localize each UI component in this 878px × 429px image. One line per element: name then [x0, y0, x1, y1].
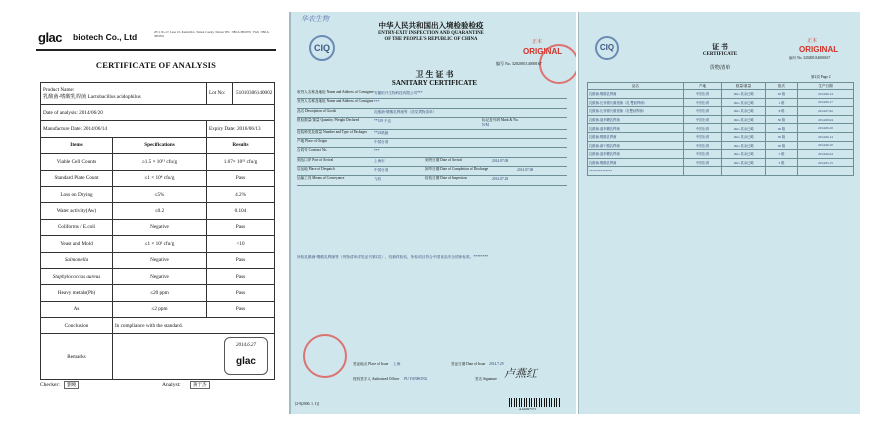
spec-cell: ≤5%: [113, 186, 207, 202]
goods-cell: 中国台湾: [684, 141, 722, 150]
official-seal-stamp-icon: [303, 334, 347, 378]
field-label: 到达口岸 Port of Arrival: [297, 157, 334, 162]
goods-cell: 1KG 其余已略: [722, 107, 766, 116]
date-issue-value: 2014.7.29: [489, 362, 504, 366]
stamp-logo: glac: [235, 356, 256, 368]
goods-cell: 乳酸菌-嗜酸乳桿菌: [588, 132, 684, 141]
field-label: 运输工具 Means of Conveyance: [297, 176, 345, 181]
goods-cell: 30 箱: [766, 132, 798, 141]
field-label-2: 到货日期 Date of Arrival: [425, 157, 463, 162]
company-logo: glac: [38, 30, 63, 45]
field-value: **23纸箱: [374, 130, 389, 135]
goods-cell: 1KG 其余已略: [722, 124, 766, 133]
field-label: 合同号 Contract No.: [297, 148, 328, 153]
authority-title-en: [341, 31, 521, 42]
cert-no-label: 编号 No.: [496, 61, 511, 66]
table-row: [41, 154, 275, 170]
item-cell: Water activity(Aw): [41, 203, 113, 219]
item-cell: Staphylococcus aureus: [41, 268, 113, 284]
field-row: [297, 90, 567, 99]
goods-cell: [722, 167, 766, 176]
date-value: 2014/06/20: [79, 109, 103, 116]
table-row: [588, 107, 854, 116]
goods-certificate: [578, 12, 860, 414]
date-issue-label: 签证日期 Date of Issue: [451, 362, 486, 366]
goods-col-quantity: 数量/重量: [722, 83, 766, 90]
item-cell: Salmonella: [41, 252, 113, 268]
goods-cell: 5 箱: [766, 158, 798, 167]
goods-cell: 乳酸菌-副干酪乳桿菌: [588, 141, 684, 150]
original-mark-cn: 正本: [532, 40, 543, 45]
analyst-label: Analyst:: [162, 382, 181, 388]
result-cell: 4.2%: [207, 186, 275, 202]
sanitary-certificate: [289, 12, 576, 414]
goods-cell: 中国台湾: [684, 90, 722, 99]
field-label: 包装种类及数量 Number and Type of Packages: [297, 129, 368, 134]
table-header: [41, 137, 275, 153]
certificate-fields: [297, 90, 567, 186]
field-value-2: 2014.07.08: [492, 158, 509, 163]
field-label-2: 卸毕日期 Date of Completion of Discharge: [425, 167, 489, 172]
field-row: [297, 139, 567, 148]
officer-signature: 卢燕红: [504, 368, 537, 380]
conclusion-row: [41, 318, 275, 334]
result-cell: Pass: [207, 170, 275, 186]
field-value: 飞机: [374, 177, 382, 182]
field-label: 启运地 Place of Despatch: [297, 167, 335, 172]
field-label: 报检数量/重量 Quantity /Weight Declared: [297, 117, 360, 122]
date-label: Date of analysis:: [43, 109, 78, 116]
ciq-emblem-icon: CIQ: [595, 36, 619, 60]
place-issue-label: 签证地点 Place of Issue: [353, 362, 389, 366]
field-label: 产地 Place of Origin: [297, 139, 328, 144]
goods-cell: 1 箱: [766, 98, 798, 107]
goods-cell: 中国台湾: [684, 98, 722, 107]
goods-cell: 2014.06.17: [798, 98, 854, 107]
form-number: [2-9(2000. 1. 1)]: [295, 402, 319, 406]
field-row: [297, 118, 567, 130]
header-rule: [36, 49, 276, 51]
table-row: [41, 170, 275, 186]
product-name: 乳酸菌-嗜酸乳桿菌 Lactobacillus acidophilus: [43, 93, 141, 100]
remarks-cell: [113, 334, 275, 380]
goods-cell: 1KG 其余已略: [722, 98, 766, 107]
goods-cell: 1KG 其余已略: [722, 141, 766, 150]
field-value: ***: [374, 100, 380, 105]
field-value: 中国台湾: [374, 168, 389, 173]
goods-cell: 1KG 其余已略: [722, 115, 766, 124]
field-label-2: 检验日期 Date of Inspection: [425, 176, 467, 181]
goods-cell: 30 箱: [766, 141, 798, 150]
certificate-title-en: SANITARY CERTIFICATE: [391, 79, 478, 87]
goods-cell: 中国台湾: [684, 150, 722, 159]
spec-cell: ≤1 × 10² cfu/g: [113, 236, 207, 252]
page-indicator: 第2页 Page 2: [811, 75, 831, 79]
goods-number: [789, 56, 830, 61]
officer-label: 授权签字人 Authorized Officer: [353, 377, 400, 381]
goods-cell: 8 箱: [766, 107, 798, 116]
goods-no-value: 320200114000167: [803, 56, 831, 60]
authorized-officer: [353, 377, 427, 382]
result-cell: 0.104: [207, 203, 275, 219]
lot-label: Lot No:: [207, 83, 233, 104]
spec-cell: Negative: [113, 252, 207, 268]
company-address: 2F-3, No.17, Lane 23, Jianshi Rd., Tainan County, Taiwan TEL : 886-6-3891876 · FAX : 886-6-3891811: [154, 30, 270, 39]
field-row: [297, 99, 567, 108]
goods-table: [587, 82, 854, 176]
date-of-issue: [451, 362, 504, 367]
date-row: [41, 105, 275, 121]
goods-col-name: 品名: [588, 83, 684, 90]
col-results: Results: [207, 137, 275, 153]
spec-cell: Negative: [113, 219, 207, 235]
goods-no-label: 编号 No.: [789, 56, 803, 60]
goods-cell: 2014.06.24: [798, 150, 854, 159]
item-cell: Loss on Drying: [41, 186, 113, 202]
table-row: [588, 98, 854, 107]
item-cell: Coliforms / E.coli: [41, 219, 113, 235]
analyst-signature: 黃于杰: [190, 381, 210, 389]
remarks-label: Remarks: [41, 334, 113, 380]
item-cell: Heavy metals(Pb): [41, 285, 113, 301]
goods-cell: 1KG 其余已略: [722, 90, 766, 99]
goods-cell: 2014.06.14: [798, 90, 854, 99]
goods-cell: 2014.07.02: [798, 107, 854, 116]
table-row: [41, 203, 275, 219]
goods-title-cn: 证 书: [712, 43, 728, 51]
coa-header: [36, 28, 276, 48]
table-row: [588, 158, 854, 167]
inspection-conclusion: 所检乳酸菌-嗜酸乳桿菌等（货物清单详见证书第2页），经抽样检验，所检项目符合中国食品安全国家标准。********: [297, 255, 489, 259]
result-cell: 1.67× 10¹¹ cfu/g: [207, 154, 275, 170]
field-value-2: 2014.07.08: [517, 168, 534, 173]
product-row: [41, 83, 275, 105]
table-row: [588, 124, 854, 133]
goods-cell: 乳酸菌-嗜酸乳桿菌: [588, 158, 684, 167]
goods-cell: 2014.06.10: [798, 124, 854, 133]
manufacture-row: [41, 121, 275, 137]
result-cell: Pass: [207, 285, 275, 301]
goods-cell: 乳酸菌-嗜酸乳桿菌: [588, 90, 684, 99]
table-row: [41, 268, 275, 284]
authority-title-en-2: OF THE PEOPLE'S REPUBLIC OF CHINA: [384, 36, 478, 42]
quality-stamp: [224, 337, 268, 375]
authority-title-cn: 中华人民共和国出入境检验检疫: [378, 21, 484, 30]
authority-title-en-1: ENTRY-EXIT INSPECTION AND QUARANTINE: [378, 31, 484, 36]
goods-cell: 1KG 其余已略: [722, 132, 766, 141]
certificate-title-cn: 卫 生 证 书: [415, 70, 454, 79]
spec-cell: ≤0.2: [113, 203, 207, 219]
place-of-issue: [353, 362, 400, 367]
field-row: [297, 158, 567, 167]
goods-cell: 乳酸菌-鼠李糖乳桿菌: [588, 150, 684, 159]
analyst: [162, 381, 210, 389]
table-row: [41, 252, 275, 268]
table-row: [588, 150, 854, 159]
spec-cell: ≥1.5 × 10¹¹ cfu/g: [113, 154, 207, 170]
field-value: 安徽恒升生物科技有限公司***: [374, 91, 423, 95]
barcode-icon: [509, 398, 561, 407]
goods-col-batch: 批次: [766, 83, 798, 90]
checker: [40, 381, 79, 389]
mfg-value: 2014/06/14: [83, 126, 107, 133]
goods-cell: 乳酸菌-鼠李糖乳桿菌: [588, 124, 684, 133]
table-row: [41, 236, 275, 252]
goods-cell: 1KG 其余已略: [722, 158, 766, 167]
goods-cell: 中国台湾: [684, 132, 722, 141]
table-row: [588, 141, 854, 150]
goods-cell: 中国台湾: [684, 158, 722, 167]
goods-cell: [766, 167, 798, 176]
field-value-2: 2014.07.28: [492, 177, 509, 182]
field-value: 中国台湾: [374, 140, 389, 145]
expiry-label: Expiry Date:: [209, 126, 236, 133]
field-label: 收货人名称及地址 Name and Address of Consignee: [297, 90, 374, 94]
table-row: [41, 219, 275, 235]
col-items: Items: [41, 137, 113, 153]
original-mark: ORIGINAL: [523, 47, 563, 56]
stamp-date: 2014.6.27: [236, 343, 256, 349]
table-row: [588, 167, 854, 176]
table-row: [588, 115, 854, 124]
item-cell: As: [41, 301, 113, 317]
analysis-table: [40, 82, 275, 380]
goods-cell: 2014.05.15: [798, 158, 854, 167]
field-value: **319 千克: [374, 118, 392, 123]
goods-cell: 中国台湾: [684, 115, 722, 124]
conclusion-value: In compliance with the standard.: [113, 318, 275, 334]
table-row: [41, 285, 275, 301]
item-cell: Standard Plate Count: [41, 170, 113, 186]
table-row: [588, 132, 854, 141]
goods-cell: 中国台湾: [684, 124, 722, 133]
certificate-number: [496, 61, 542, 67]
field-label: 品名 Description of Goods: [297, 108, 337, 113]
cert-no-value: 320200114000167: [511, 61, 542, 66]
lot-number: 51010306140002: [236, 90, 273, 96]
field-value: ***: [374, 149, 380, 154]
spec-cell: ≤1 × 10⁴ cfu/g: [113, 170, 207, 186]
field-label: 发货人名称及地址 Name and Address of Consignor: [297, 99, 374, 104]
goods-cell: 中国台湾: [684, 107, 722, 116]
spec-cell: ≤20 ppm: [113, 285, 207, 301]
table-row: [41, 186, 275, 202]
field-row: [297, 130, 567, 139]
goods-cell: [684, 167, 722, 176]
goods-cell: [798, 167, 854, 176]
company-name: biotech Co., Ltd: [73, 32, 138, 42]
result-cell: Pass: [207, 219, 275, 235]
goods-header: [588, 83, 854, 90]
place-issue-value: 上海: [393, 362, 401, 366]
field-row: [297, 148, 567, 157]
ciq-emblem-icon: CIQ: [309, 35, 335, 61]
mfg-label: Manufacture Date:: [43, 126, 83, 133]
result-cell: Pass: [207, 301, 275, 317]
field-value: 乳酸菌-嗜酸乳桿菌等（詳見貨物清单）: [374, 109, 437, 114]
goods-cell: 30 箱: [766, 124, 798, 133]
field-row: [297, 176, 567, 185]
goods-cell: 2014.06.10: [798, 141, 854, 150]
spec-cell: ≤2 ppm: [113, 301, 207, 317]
result-cell: <10: [207, 236, 275, 252]
barcode-number: AA0497571: [519, 407, 537, 411]
certificate-of-analysis: [36, 28, 276, 393]
goods-cell: 乳酸菌-鼠李糖乳桿菌: [588, 115, 684, 124]
table-row: [41, 301, 275, 317]
checker-signature: 劉曉: [64, 381, 79, 389]
result-cell: Pass: [207, 268, 275, 284]
goods-cell: 20 箱: [766, 90, 798, 99]
goods-cell: **************: [588, 167, 684, 176]
goods-cell: 2014.06.04: [798, 115, 854, 124]
goods-subtitle: 货物清单: [709, 65, 731, 71]
field-row: [297, 109, 567, 118]
goods-cell: 2014.06.14: [798, 132, 854, 141]
goods-cell: 乳酸菌-比菲德氏龍根菌（乳 雙歧桿菌）: [588, 98, 684, 107]
original-mark-cn: 正本: [807, 39, 818, 44]
checker-label: Checker:: [40, 382, 60, 388]
product-label: Product Name:: [43, 87, 75, 93]
table-row: [588, 90, 854, 99]
goods-col-date: 生产日期: [798, 83, 854, 90]
handwritten-note: 华农生物: [301, 15, 329, 23]
field-value: 上海市: [374, 158, 385, 163]
goods-cell: 5 箱: [766, 150, 798, 159]
spec-cell: Negative: [113, 268, 207, 284]
item-cell: Viable Cell Counts: [41, 154, 113, 170]
signature-label: 签名 Signature: [475, 377, 497, 381]
original-mark: ORIGINAL: [799, 45, 839, 54]
field-value-2: N/M: [482, 122, 489, 127]
goods-col-origin: 产地: [684, 83, 722, 90]
goods-title-en: CERTIFICATE: [702, 52, 738, 57]
conclusion-label: Conclusion: [41, 318, 113, 334]
field-label-2: 标记及号码 Mark & No.: [482, 117, 519, 122]
officer-value: PU YANHONG: [404, 377, 428, 381]
field-row: [297, 167, 567, 176]
item-cell: Yeast and Mold: [41, 236, 113, 252]
coa-title: CERTIFICATE OF ANALYSIS: [95, 60, 217, 70]
col-specifications: Specifications: [113, 137, 207, 153]
goods-cell: 1KG 其余已略: [722, 150, 766, 159]
result-cell: Pass: [207, 252, 275, 268]
remarks-row: [41, 334, 275, 380]
goods-cell: 乳酸菌-比菲德氏龍根菌（乳雙歧桿菌）: [588, 107, 684, 116]
expiry-value: 2016/06/13: [236, 126, 261, 133]
goods-cell: 30 箱: [766, 115, 798, 124]
